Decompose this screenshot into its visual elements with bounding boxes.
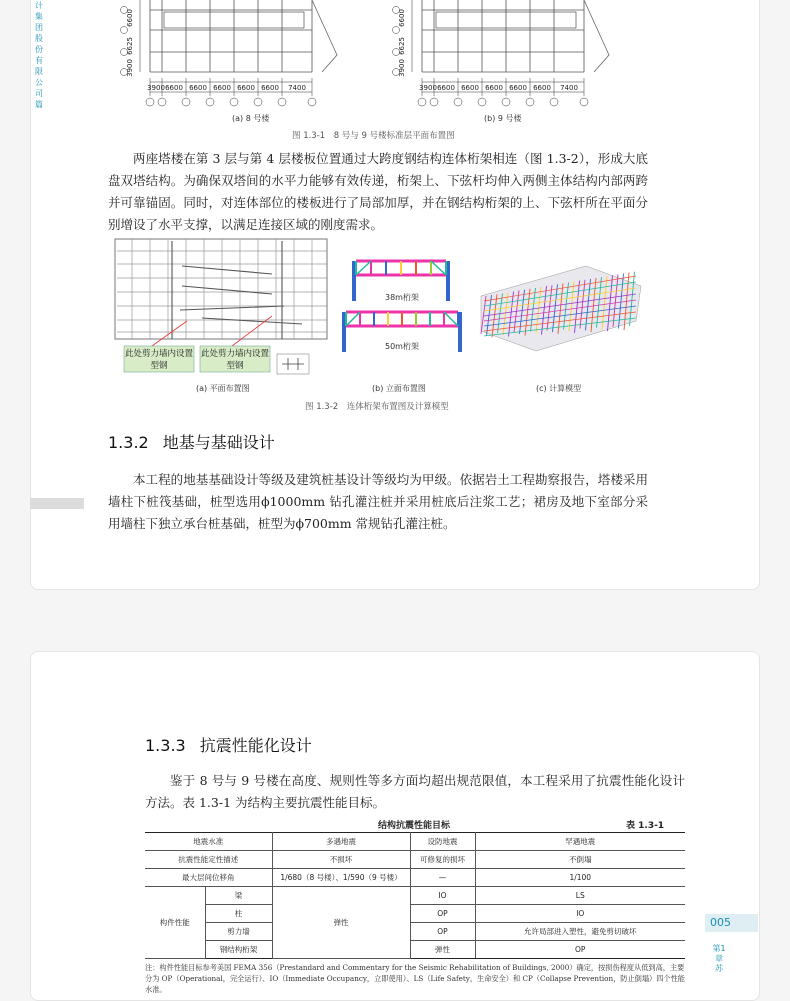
svg-text:6600: 6600 — [213, 84, 231, 92]
table-cell: 构件性能 — [145, 887, 205, 959]
fig131-caption-b: (b) 9 号楼 — [484, 114, 522, 123]
fig131-title: 图 1.3-1 8 号与 9 号楼标准层平面布置图 — [292, 131, 455, 141]
table-row — [145, 851, 685, 869]
label-box-2: 此处剪力墙内设置型钢 — [200, 349, 269, 371]
table-row — [145, 887, 685, 905]
table-cell: 弹性 — [272, 887, 410, 959]
paragraph-truss: 两座塔楼在第 3 层与第 4 层楼板位置通过大跨度钢结构连体桁架相连（图 1.3-2），形成大底盘双塔结构。为确保双塔间的水平力能够有效传递，桁架上、下弦杆均伸入两侧主体结构内部两跨并可靠锚固。同时，对连体部位的楼板进行了局部加厚，并在钢结构桁架的上、下弦杆所在平面分别增设了水平支撑，以满足连接区域的刚度需求。 — [108, 151, 648, 232]
table-row — [145, 869, 685, 887]
svg-text:6600: 6600 — [398, 9, 406, 27]
calc-model-figure — [476, 256, 646, 356]
table-cell: 1/680（8 号楼）、1/590（9 号楼） — [272, 869, 410, 887]
table-cell: 弹性 — [410, 941, 475, 959]
svg-text:6600: 6600 — [189, 84, 207, 92]
table-number: 表 1.3-1 — [626, 821, 665, 831]
seismic-performance-table — [145, 832, 685, 959]
table-cell: OP — [410, 923, 475, 941]
section-title: 地基与基础设计 — [162, 433, 275, 452]
table-row — [145, 941, 685, 959]
section-heading-1-3-3 — [145, 733, 312, 756]
table-cell: 剪力墙 — [205, 923, 272, 941]
svg-text:6625: 6625 — [126, 37, 134, 55]
table-cell: OP — [475, 941, 685, 959]
svg-text:6600: 6600 — [126, 9, 134, 27]
svg-text:7400: 7400 — [288, 84, 306, 92]
margin-marker — [30, 498, 84, 509]
table-note: 注：构件性能目标参考美国 FEMA 356（Prestandard and Commentary for the Seismic Rehabilitation of Buildings, 2000）确定，按损伤程度从低到高，主要分为 OP（Operational，完全运行）、IO（Immediate Occupancy，立即使用）、LS（Life Safety，生命安全）和 CP（Collapse Prevention，防止倒塌）四个性能水准。 — [145, 963, 685, 994]
page-number: 005 — [705, 914, 758, 932]
svg-text:6600: 6600 — [237, 84, 255, 92]
table-cell: 抗震性能定性描述 — [145, 851, 272, 869]
svg-text:3900: 3900 — [419, 84, 437, 92]
table-cell: OP — [410, 905, 475, 923]
sidebar-text: 计集团股份有限公司篇 — [35, 1, 43, 109]
section-title: 抗震性能化设计 — [199, 736, 312, 755]
section-number: 1.3.3 — [145, 736, 186, 755]
truss-50m-label: 50m桁架 — [385, 342, 419, 351]
table-cell: IO — [475, 905, 685, 923]
fig132-caption-b: (b) 立面布置图 — [372, 384, 426, 393]
table-cell: 地震水准 — [145, 833, 272, 851]
table-cell: 1/100 — [475, 869, 685, 887]
table-cell: 设防地震 — [410, 833, 475, 851]
table-row — [145, 833, 685, 851]
svg-text:3900: 3900 — [147, 84, 165, 92]
svg-text:6600: 6600 — [165, 84, 183, 92]
fig132-caption-a: (a) 平面布置图 — [196, 384, 250, 393]
label-box-1: 此处剪力墙内设置型钢 — [124, 349, 193, 371]
table-cell: 最大层间位移角 — [145, 869, 272, 887]
table-cell: 梁 — [205, 887, 272, 905]
table-cell: 柱 — [205, 905, 272, 923]
svg-text:6600: 6600 — [509, 84, 527, 92]
section-number: 1.3.2 — [108, 433, 149, 452]
floor-plan-figure — [120, 0, 680, 125]
svg-text:7400: 7400 — [560, 84, 578, 92]
table-cell: 多遇地震 — [272, 833, 410, 851]
fig131-caption-a: (a) 8 号楼 — [232, 114, 270, 123]
table-cell: 可修复的损坏 — [410, 851, 475, 869]
svg-text:6625: 6625 — [398, 37, 406, 55]
table-cell: 罕遇地震 — [475, 833, 685, 851]
table-cell: LS — [475, 887, 685, 905]
table-cell: — — [410, 869, 475, 887]
chapter-tab: 第1章 苏 — [712, 944, 726, 973]
svg-text:6600: 6600 — [261, 84, 279, 92]
table-cell: 不损坏 — [272, 851, 410, 869]
table-title: 结构抗震性能目标 — [378, 821, 451, 831]
svg-text:6600: 6600 — [485, 84, 503, 92]
fig132-title: 图 1.3-2 连体桁架布置图及计算模型 — [305, 402, 449, 412]
table-cell: 允许局部进入塑性，避免剪切破坏 — [475, 923, 685, 941]
floor-plan-9 — [393, 0, 610, 106]
table-row — [145, 923, 685, 941]
svg-text:6600: 6600 — [437, 84, 455, 92]
svg-text:6600: 6600 — [533, 84, 551, 92]
table-cell: 钢结构桁架 — [205, 941, 272, 959]
paragraph-seismic: 鉴于 8 号与 9 号楼在高度、规则性等多方面均超出规范限值，本工程采用了抗震性能化设计方法。表 1.3-1 为结构主要抗震性能目标。 — [145, 773, 685, 810]
svg-text:3900: 3900 — [398, 59, 406, 77]
svg-text:3900: 3900 — [126, 59, 134, 77]
truss-38m-label: 38m桁架 — [385, 293, 419, 302]
table-row — [145, 905, 685, 923]
svg-text:6600: 6600 — [461, 84, 479, 92]
table-cell: IO — [410, 887, 475, 905]
floor-plan-8 — [121, 0, 338, 106]
table-cell: 不倒塌 — [475, 851, 685, 869]
truss-elevation-figure — [340, 255, 465, 355]
paragraph-foundation: 本工程的地基基础设计等级及建筑桩基设计等级均为甲级。依据岩土工程勘察报告，塔楼采用墙柱下桩筏基础，桩型选用ϕ1000mm 钻孔灌注桩并采用桩底后注浆工艺；裙房及地下室部分采用墙柱下独立承台桩基础，桩型为ϕ700mm 常规钻孔灌注桩。 — [108, 472, 648, 531]
fig132-caption-c: (c) 计算模型 — [536, 384, 582, 393]
section-heading-1-3-2 — [108, 430, 275, 453]
